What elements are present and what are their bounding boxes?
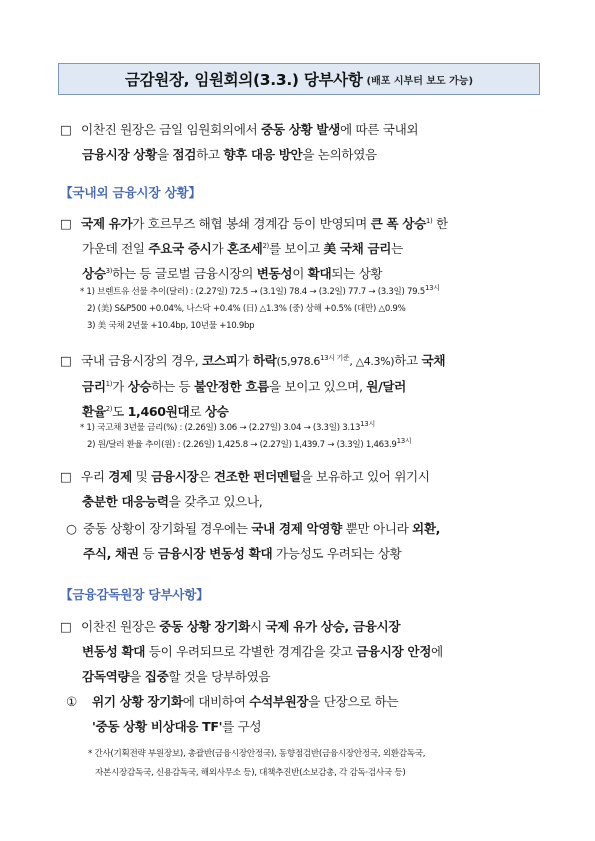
title-box (58, 63, 540, 95)
text-bold: 감독역량 (82, 669, 130, 684)
text: 를 구성 (222, 719, 262, 734)
text: 가능성도 우려되는 상황 (272, 546, 402, 561)
text: 우리 (81, 469, 109, 484)
text: 뿐만 아니라 (342, 521, 413, 536)
footnote-line: 자본시장감독국, 신용감독국, 해외사무소 등), 대책추진반(소보감총, 각 감독·검사국 등) (95, 768, 406, 778)
text: 을 단장으로 하는 (308, 694, 399, 709)
text-bold: 상승 (127, 379, 152, 394)
text-bold: 위기 상황 장기화 (92, 694, 183, 709)
square-bullet-icon: □ (60, 619, 72, 634)
text: 을 보유하고 있어 위기시 (300, 469, 430, 484)
text-bold: 점검 (172, 147, 197, 162)
square-bullet-icon: □ (60, 353, 72, 368)
text: 를 보이고 (268, 241, 324, 256)
text-bold: 중동 상황 장기화 (159, 619, 250, 634)
text: 가 (237, 353, 253, 368)
text-bold: 주요국 증시 (148, 241, 212, 256)
text-bold: '중동 상황 비상대응 TF' (92, 719, 223, 734)
text-bold: 중동 상황 발생 (261, 122, 340, 137)
domestic-paragraph (60, 348, 560, 424)
text: 을 논의하였음 (302, 147, 377, 162)
footnote-block-oil (80, 284, 540, 335)
oil-paragraph (60, 211, 560, 286)
text-bold: 변동성 (256, 266, 293, 281)
text-bold: 외환, (412, 521, 441, 536)
text: 하는 등 (151, 379, 195, 394)
text: 에 대비하여 (182, 694, 250, 709)
text: 을 (156, 147, 173, 162)
text-bold: 큰 폭 상승 (370, 216, 426, 231)
tf-paragraph (66, 689, 558, 739)
text-bold: 향후 대응 방안 (223, 147, 303, 162)
text-bold: 국내 경제 악영향 (251, 521, 342, 536)
text: 등 (138, 546, 158, 561)
text-bold: 코스피 (201, 353, 238, 368)
text-bold: 혼조세 (227, 241, 263, 256)
text: 하고 (196, 147, 224, 162)
text: 국내 금융시장의 경우, (81, 353, 202, 368)
text: 중동 상황이 장기화될 경우에는 (83, 521, 252, 536)
intro-paragraph (60, 117, 560, 167)
text-bold: 국제 유가 (81, 216, 133, 231)
text-bold: 美 국채 금리 (323, 241, 392, 256)
text-bold: 불안정한 흐름 (194, 379, 269, 394)
text-bold: 환율 (82, 404, 106, 419)
text: 가 (112, 379, 128, 394)
text: 시 (249, 619, 266, 634)
text-bold: 경제 (108, 469, 132, 484)
footnote-ref: 13시 (396, 437, 412, 446)
text: 및 (131, 469, 152, 484)
text-bold: 변동성 확대 (82, 644, 146, 659)
footnote-ref: 1) (425, 216, 433, 225)
text: 할 것을 당부하였음 (168, 669, 271, 684)
risk-paragraph (66, 516, 538, 566)
text: 는 (391, 241, 403, 256)
text-bold: 하락 (252, 353, 277, 368)
footnote-ref: 2) (105, 404, 113, 413)
square-bullet-icon: □ (60, 122, 72, 137)
text: (5,978.6 (276, 355, 321, 368)
text-bold: 확대 (307, 266, 332, 281)
footnote-ref: 2) (262, 241, 269, 250)
text: 을 보이고 있으며, (268, 379, 367, 394)
text-bold: 상승 (82, 266, 106, 281)
text-bold: 국채 (421, 353, 446, 368)
text-bold: 국제 유가 상승, 금융시장 (265, 619, 401, 634)
section-heading-directives: 【금융감독원장 당부사항】 (60, 587, 209, 602)
text: 도 (112, 404, 128, 419)
fundamentals-paragraph (60, 464, 560, 514)
square-bullet-icon: □ (60, 469, 72, 484)
footnote-line: * 1) 국고채 3년물 금리(%) : (2.26일) 3.06 → (2.27일) 3.04 → (3.3일) 3.13 (80, 423, 361, 433)
page-title: 금감원장, 임원회의(3.3.) 당부사항 (124, 71, 363, 89)
text: 로 (189, 404, 205, 419)
text: 하는 등 글로벌 금융시장의 (112, 266, 257, 281)
footnote-block-tf (88, 745, 540, 783)
text-bold: 금리 (82, 379, 106, 394)
footnote-ref: 13시 기준 (320, 353, 350, 362)
text: 이 (292, 266, 308, 281)
text: 에 따른 국내외 (340, 122, 419, 137)
text: 등이 우려되므로 각별한 경계감을 갖고 (145, 644, 357, 659)
text: 을 갖추고 있으나, (168, 494, 263, 509)
text-bold: 견조한 펀더멘털 (213, 469, 301, 484)
text-bold: 수석부원장 (249, 694, 309, 709)
text-bold: 충분한 대응능력 (82, 494, 169, 509)
footnote-ref: 13시 (360, 420, 375, 429)
text-bold: 금융시장 (151, 469, 199, 484)
text: , △4.3%) (349, 355, 395, 368)
text-bold: 주식, 채권 (83, 546, 139, 561)
footnote-line: 2) 원/달러 환율 추이(원) : (2.26일) 1,425.8 → (2.27일) 1,439.7 → (3.3일) 1,463.9 (87, 440, 397, 450)
footnote-line: * 1) 브렌트유 선물 추이(달러) : (2.27일) 72.5 → (3.1일) 78.4 → (3.2일) 77.7 → (3.3일) 79.5 (80, 287, 425, 297)
text: 에 (431, 644, 443, 659)
footnote-line: * 간사(기획전략 부원장보), 총괄반(금융시장안정국), 동향점검반(금융시장안정국, 외환감독국, (88, 749, 426, 759)
text: 되는 상황 (331, 266, 383, 281)
text: 은 (198, 469, 214, 484)
footnote-ref: 3) (105, 266, 113, 275)
text: 가 호르무즈 해협 봉쇄 경계감 등이 반영되며 (132, 216, 371, 231)
text-bold: 금융시장 상황 (82, 147, 157, 162)
directive-paragraph (60, 614, 560, 689)
text-bold: 금융시장 안정 (356, 644, 432, 659)
number-one-icon: ① (66, 694, 77, 709)
text-bold: 금융시장 변동성 확대 (157, 546, 273, 561)
footnote-line: 3) 美 국채 2년물 +10.4bp, 10년물 +10.9bp (87, 321, 255, 331)
text: 이찬진 원장은 금일 임원회의에서 (81, 122, 262, 137)
text-bold: 상승 (204, 404, 229, 419)
footnote-line: 2) (美) S&P500 +0.04%, 나스닥 +0.4% (日) △1.3% (중) 상해 +0.5% (대만) △0.9% (87, 304, 406, 314)
footnote-ref: 1) (105, 379, 113, 388)
text: 하고 (394, 353, 422, 368)
text: 이찬진 원장은 (81, 619, 160, 634)
text: 가운데 전일 (82, 241, 149, 256)
circle-bullet-icon: ○ (66, 521, 77, 536)
footnote-block-domestic (80, 420, 540, 454)
text-bold: 원/달러 (366, 379, 406, 394)
text-bold: 집중 (144, 669, 169, 684)
text-bold: 1,460원대 (127, 404, 190, 419)
embargo-note: (배포 시부터 보도 가능) (366, 75, 474, 87)
text: 을 (129, 669, 145, 684)
text: 가 (211, 241, 227, 256)
section-heading-markets: 【국내외 금융시장 상황】 (60, 185, 201, 200)
footnote-ref: 13시 (424, 284, 440, 293)
text: 한 (432, 216, 448, 231)
square-bullet-icon: □ (60, 216, 72, 231)
